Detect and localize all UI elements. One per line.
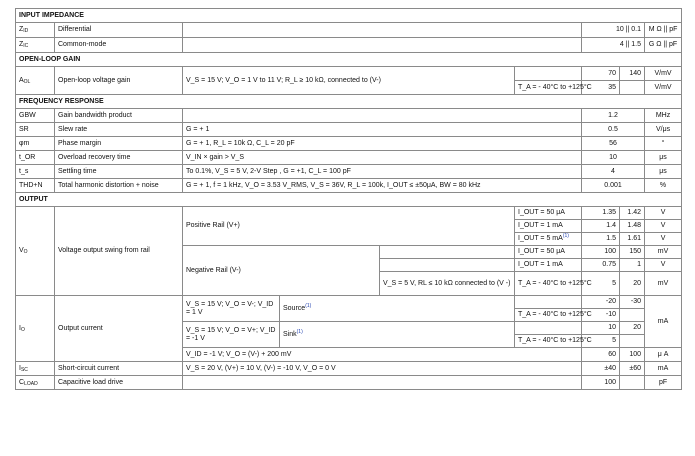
typ-zic: 4 || 1.5 — [582, 38, 645, 53]
cond-neg-1ma: I_OUT = 1 mA — [515, 259, 582, 272]
typ-empty — [620, 81, 645, 95]
condition-overload-recovery: V_IN × gain > V_S — [183, 151, 582, 165]
cond-neg-50ua: I_OUT = 50 μA — [515, 246, 582, 259]
unit-gbw: MHz — [645, 109, 682, 123]
typ-phase-margin: 56 — [582, 137, 645, 151]
unit-phase-margin: ° — [645, 137, 682, 151]
symbol-vo: $V_O$ — [16, 207, 55, 296]
symbol-tor: t_OR — [16, 151, 55, 165]
min-aol-temp: 35 — [582, 81, 620, 95]
unit-neg-temp: mV — [645, 272, 682, 296]
max-pos-1ma: 1.48 — [620, 220, 645, 233]
param-thdn: Total harmonic distortion + noise — [55, 179, 183, 193]
section-input-impedance: INPUT IMPEDANCE — [16, 9, 682, 23]
condition-empty — [515, 67, 582, 81]
typ-sink: 20 — [620, 322, 645, 335]
symbol-isc: $I_{SC}$ — [16, 362, 55, 376]
param-phase-margin: Phase margin — [55, 137, 183, 151]
cond-pos-1ma: I_OUT = 1 mA — [515, 220, 582, 233]
symbol-gbw: GBW — [16, 109, 55, 123]
param-output-swing: Voltage output swing from rail — [55, 207, 183, 296]
cond-pos-50ua: I_OUT = 50 μA — [515, 207, 582, 220]
symbol-phase-margin: φm — [16, 137, 55, 151]
symbol-zic: $Z_{IC}$ — [16, 38, 55, 53]
unit-thdn: % — [645, 179, 682, 193]
footnote-link[interactable]: (1) — [562, 233, 569, 239]
unit-zic: G Ω || pF — [645, 38, 682, 53]
condition-empty — [183, 23, 582, 38]
min-source-temp: -10 — [582, 309, 620, 322]
min-vid: 60 — [582, 348, 620, 362]
label-sink: Sink$^{(1)}$ — [280, 322, 515, 348]
param-short-circuit: Short-circuit current — [55, 362, 183, 376]
unit-neg-1ma: V — [645, 259, 682, 272]
param-overload-recovery: Overload recovery time — [55, 151, 183, 165]
unit-output-current: mA — [645, 296, 682, 348]
typ-neg-50ua: 100 — [582, 246, 620, 259]
max-neg-50ua: 150 — [620, 246, 645, 259]
unit-neg-50ua: mV — [645, 246, 682, 259]
cond-empty — [183, 376, 582, 390]
condition-thdn: G = + 1, f = 1 kHz, V_O = 3.53 V_RMS, V_S = 36V, R_L = 100k, I_OUT ≤ ±50μA, BW = 80 kHz — [183, 179, 582, 193]
max-neg-1ma: 1 — [620, 259, 645, 272]
symbol-thdn: THD+N — [16, 179, 55, 193]
cond-short-circuit: V_S = 20 V, (V+) = 10 V, (V-) = -10 V, V_O = 0 V — [183, 362, 582, 376]
param-common-mode: Common-mode — [55, 38, 183, 53]
label-negative-rail: Negative Rail (V-) — [183, 246, 380, 296]
param-output-current: Output current — [55, 296, 183, 362]
cond-empty — [380, 259, 515, 272]
typ-pos-5ma: 1.5 — [582, 233, 620, 246]
typ-zid: 10 || 0.1 — [582, 23, 645, 38]
max-short-circuit: ±60 — [620, 362, 645, 376]
min-aol: 70 — [582, 67, 620, 81]
unit-zid: M Ω || pF — [645, 23, 682, 38]
electrical-characteristics-table — [15, 8, 681, 390]
typ-pos-50ua: 1.35 — [582, 207, 620, 220]
footnote-link[interactable]: (1) — [296, 328, 303, 335]
max-neg-temp: 20 — [620, 272, 645, 296]
typ-thdn: 0.001 — [582, 179, 645, 193]
min-sink: 10 — [582, 322, 620, 335]
param-differential: Differential — [55, 23, 183, 38]
typ-source: -30 — [620, 296, 645, 309]
unit-aol-temp: V/mV — [645, 81, 682, 95]
symbol-cload: $C_{LOAD}$ — [16, 376, 55, 390]
cond-neg-5v: V_S = 5 V, RL ≤ 10 kΩ connected to (V -) — [380, 272, 515, 296]
min-sink-temp: 5 — [582, 335, 620, 348]
label-source: Source$^{(1)}$ — [280, 296, 515, 322]
symbol-zid: $Z_{ID}$ — [16, 23, 55, 38]
max-pos-50ua: 1.42 — [620, 207, 645, 220]
typ-neg-temp: 5 — [582, 272, 620, 296]
unit-pos-1ma: V — [645, 220, 682, 233]
param-slew-rate: Slew rate — [55, 123, 183, 137]
cond-sink: V_S = 15 V; V_O = V+; V_ID = -1 V — [183, 322, 280, 348]
cond-empty — [515, 296, 582, 309]
typ-vid: 100 — [620, 348, 645, 362]
condition-slew-rate: G = + 1 — [183, 123, 582, 137]
typ-neg-1ma: 0.75 — [582, 259, 620, 272]
footnote-link[interactable]: (1) — [305, 302, 312, 309]
typ-gbw: 1.2 — [582, 109, 645, 123]
label-positive-rail: Positive Rail (V+) — [183, 207, 515, 246]
typ-empty — [620, 335, 645, 348]
condition-phase-margin: G = + 1, R_L = 10k Ω, C_L = 20 pF — [183, 137, 582, 151]
typ-slew-rate: 0.5 — [582, 123, 645, 137]
section-open-loop-gain: OPEN-LOOP GAIN — [16, 53, 682, 67]
unit-slew-rate: V/μs — [645, 123, 682, 137]
unit-settling-time: μs — [645, 165, 682, 179]
typ-pos-1ma: 1.4 — [582, 220, 620, 233]
cond-vid: V_ID = -1 V; V_O = (V-) + 200 mV — [183, 348, 582, 362]
unit-vid: μ A — [645, 348, 682, 362]
condition-aol-temp: T_A = - 40°C to +125°C — [515, 81, 582, 95]
param-capacitive-load: Capacitive load drive — [55, 376, 183, 390]
typ-capacitive-load: 100 — [582, 376, 620, 390]
section-frequency-response: FREQUENCY RESPONSE — [16, 95, 682, 109]
unit-capacitive-load: pF — [645, 376, 682, 390]
cond-empty — [515, 322, 582, 335]
symbol-aol: $A_{OL}$ — [16, 67, 55, 95]
condition-settling-time: To 0.1%, V_S = 5 V, 2-V Step , G = +1, C_L = 100 pF — [183, 165, 582, 179]
unit-overload-recovery: μs — [645, 151, 682, 165]
cond-empty — [380, 246, 515, 259]
cond-neg-temp: T_A = - 40°C to +125°C — [515, 272, 582, 296]
unit-short-circuit: mA — [645, 362, 682, 376]
section-output: OUTPUT — [16, 193, 682, 207]
unit-aol: V/mV — [645, 67, 682, 81]
typ-empty — [620, 309, 645, 322]
max-pos-5ma: 1.61 — [620, 233, 645, 246]
max-empty — [620, 376, 645, 390]
param-settling-time: Settling time — [55, 165, 183, 179]
cond-source: V_S = 15 V; V_O = V-; V_ID = 1 V — [183, 296, 280, 322]
param-open-loop-gain: Open-loop voltage gain — [55, 67, 183, 95]
typ-settling-time: 4 — [582, 165, 645, 179]
min-source: -20 — [582, 296, 620, 309]
unit-pos-50ua: V — [645, 207, 682, 220]
unit-pos-5ma: V — [645, 233, 682, 246]
symbol-sr: SR — [16, 123, 55, 137]
cond-pos-5ma: I_OUT = 5 mA$^{(1)}$ — [515, 233, 582, 246]
cond-sink-temp: T_A = - 40°C to +125°C — [515, 335, 582, 348]
param-gbw: Gain bandwidth product — [55, 109, 183, 123]
typ-aol: 140 — [620, 67, 645, 81]
typ-short-circuit: ±40 — [582, 362, 620, 376]
symbol-ts: t_s — [16, 165, 55, 179]
symbol-io: $I_O$ — [16, 296, 55, 362]
condition-empty — [183, 38, 582, 53]
condition-aol: V_S = 15 V; V_O = 1 V to 11 V; R_L ≥ 10 kΩ, connected to (V-) — [183, 67, 515, 95]
cond-source-temp: T_A = - 40°C to +125°C — [515, 309, 582, 322]
typ-overload-recovery: 10 — [582, 151, 645, 165]
condition-gbw — [183, 109, 582, 123]
